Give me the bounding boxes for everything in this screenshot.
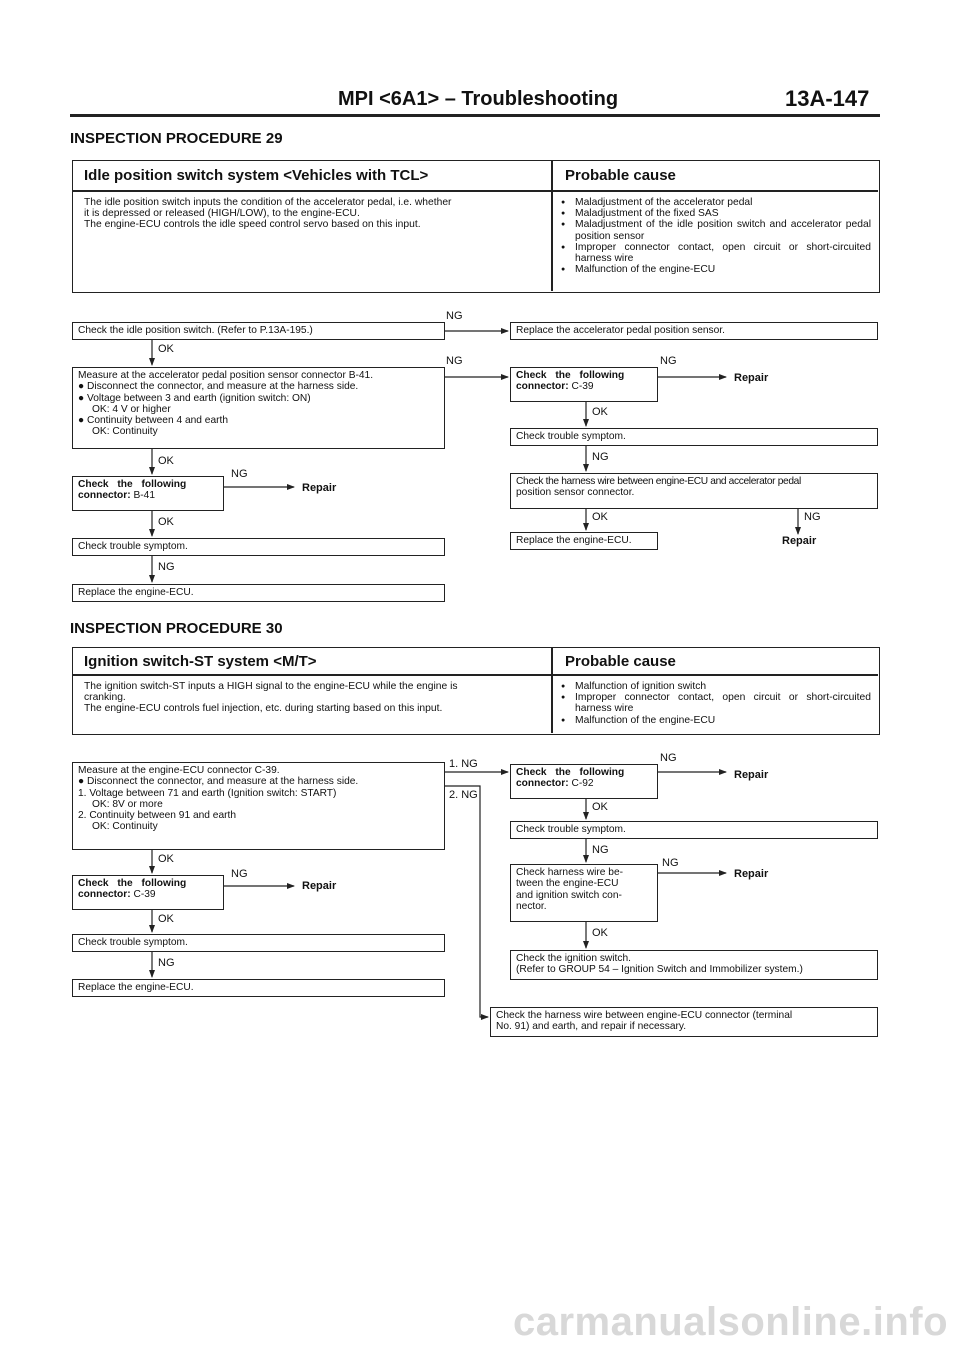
proc30-description: The ignition switch-ST inputs a HIGH signal to the engine-ECU while the engine is cranking. The engine-ECU controls fuel injection, etc. during starting based on this input.	[84, 681, 458, 715]
ng-label: NG	[592, 451, 609, 463]
ng-label: NG	[804, 511, 821, 523]
ok-label: OK	[158, 343, 174, 355]
proc30-cause-title: Probable cause	[565, 653, 676, 670]
cause-item: ● Malfunction of the engine-ECU	[559, 264, 871, 275]
ng-label: NG	[158, 957, 175, 969]
ng-label: NG	[662, 857, 679, 869]
check-connector-b41-box: Check the following connector: B-41	[72, 476, 224, 511]
page-number: 13A-147	[785, 86, 870, 111]
page-header-title: MPI <6A1> – Troubleshooting	[338, 88, 619, 110]
measure-accel-sensor-box: Measure at the accelerator pedal position sensor connector B-41. ● Disconnect the connector, and measure at the harness side. ● Voltage between 3 and earth (ignition switch: ON) OK: 4 V or higher ● Continuity between 4 and earth OK: Continuity	[72, 367, 445, 449]
check-trouble-right-box: Check trouble symptom.	[510, 428, 878, 446]
check-trouble-left-box: Check trouble symptom.	[72, 538, 445, 556]
replace-ecu-left-box: Replace the engine-ECU.	[72, 979, 445, 997]
ng-label: NG	[158, 561, 175, 573]
check-connector-c39-box: Check the following connector: C-39	[510, 367, 658, 402]
proc29-heading: INSPECTION PROCEDURE 29	[70, 130, 283, 147]
ng-label: NG	[231, 468, 248, 480]
proc29-system-title: Idle position switch system <Vehicles with TCL>	[84, 167, 429, 184]
repair-label: Repair	[302, 482, 337, 494]
cause-item: ● Maladjustment of the fixed SAS	[559, 208, 871, 219]
replace-ecu-left-box: Replace the engine-ECU.	[72, 584, 445, 602]
cause-item: ● Maladjustment of the idle position switch and accelerator pedal position sensor	[559, 219, 871, 241]
check-connector-c39-box: Check the following connector: C-39	[72, 875, 224, 910]
ok-label: OK	[592, 406, 608, 418]
ng-label: NG	[660, 355, 677, 367]
measure-ecu-c39-box: Measure at the engine-ECU connector C-39. ● Disconnect the connector, and measure at the harness side. 1. Voltage between 71 and earth (Ignition switch: START) OK: 8V or more 2. Continuity between 91 and earth OK: Continuity	[72, 762, 445, 850]
ng-label: NG	[446, 310, 463, 322]
repair-label: Repair	[734, 868, 769, 880]
ok-label: OK	[158, 516, 174, 528]
check-connector-c92-box: Check the following connector: C-92	[510, 764, 658, 799]
replace-accel-sensor-box: Replace the accelerator pedal position sensor.	[510, 322, 878, 340]
ng-label: NG	[592, 844, 609, 856]
proc30-heading: INSPECTION PROCEDURE 30	[70, 620, 283, 637]
ok-label: OK	[592, 927, 608, 939]
ng1-label: 1. NG	[449, 758, 478, 770]
replace-ecu-right-box: Replace the engine-ECU.	[510, 532, 658, 550]
cause-item: ● Malfunction of the engine-ECU	[559, 715, 871, 726]
cause-item: ● Maladjustment of the accelerator pedal	[559, 197, 871, 208]
check-trouble-left-box: Check trouble symptom.	[72, 934, 445, 952]
proc30-system-title: Ignition switch-ST system <M/T>	[84, 653, 317, 670]
cause-item: ● Improper connector contact, open circuit or short-circuited harness wire	[559, 242, 871, 264]
check-harness-box: Check the harness wire between engine-ECU and accelerator pedal position sensor connector.	[510, 473, 878, 509]
ng-label: NG	[660, 752, 677, 764]
footer-watermark: carmanualsonline.info	[512, 1300, 948, 1344]
ng-label: NG	[231, 868, 248, 880]
cause-item: ● Malfunction of ignition switch	[559, 681, 871, 692]
repair-label: Repair	[302, 880, 337, 892]
ok-label: OK	[158, 455, 174, 467]
ok-label: OK	[158, 853, 174, 865]
repair-label: Repair	[734, 372, 769, 384]
check-harness-91-box: Check the harness wire between engine-ECU connector (terminal No. 91) and earth, and repair if necessary.	[490, 1007, 878, 1037]
proc29-description: The idle position switch inputs the condition of the accelerator pedal, i.e. whether it is depressed or released (HIGH/LOW), to the engine-ECU. The engine-ECU controls the idle speed control servo based on this input.	[84, 197, 452, 231]
check-idle-switch-box: Check the idle position switch. (Refer to P.13A-195.)	[72, 322, 445, 340]
ok-label: OK	[158, 913, 174, 925]
repair-label: Repair	[734, 769, 769, 781]
check-ignition-switch-box: Check the ignition switch. (Refer to GROUP 54 – Ignition Switch and Immobilizer system.)	[510, 950, 878, 980]
ok-label: OK	[592, 511, 608, 523]
ok-label: OK	[592, 801, 608, 813]
repair-label: Repair	[782, 535, 817, 547]
ng-label: NG	[446, 355, 463, 367]
check-trouble-right-box: Check trouble symptom.	[510, 821, 878, 839]
proc29-cause-title: Probable cause	[565, 167, 676, 184]
check-harness-ignition-box: Check harness wire be- tween the engine-ECU and ignition switch con- nector.	[510, 864, 658, 922]
ng2-label: 2. NG	[449, 789, 478, 801]
cause-item: ● Improper connector contact, open circuit or short-circuited harness wire	[559, 692, 871, 714]
